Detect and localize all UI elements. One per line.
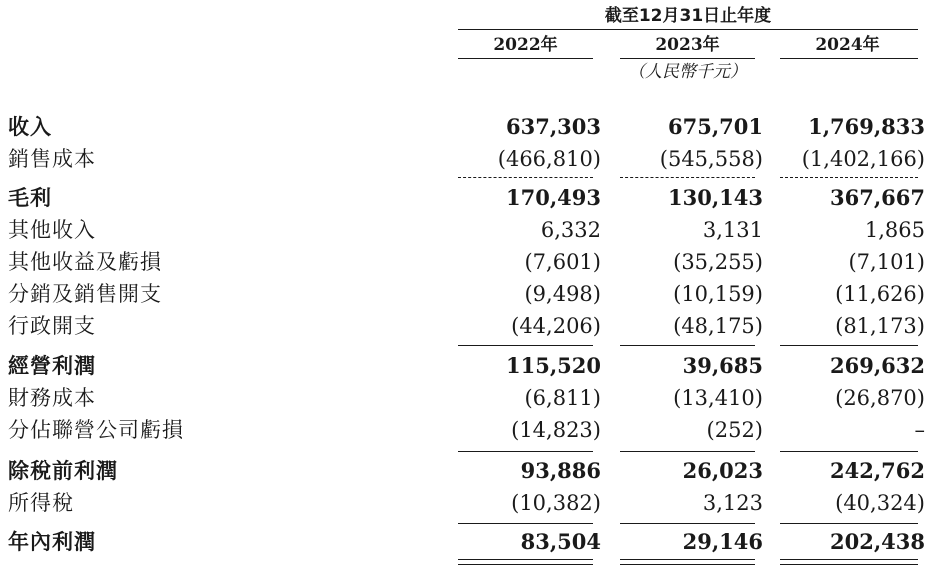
row-label: 經營利潤: [8, 354, 96, 378]
value-cell-2022: 93,886: [520, 458, 601, 483]
table-row: [0, 112, 935, 142]
row-label: 收入: [8, 115, 52, 139]
year-2022-header: 2022年: [493, 35, 558, 55]
value-cell-2024: 1,769,833: [808, 114, 925, 139]
subtotal-rule-pretax-2023: [620, 451, 755, 452]
row-label: 財務成本: [8, 386, 96, 410]
table-row: [0, 144, 935, 174]
subtotal-rule-pretax-2024: [780, 451, 918, 452]
row-label: 除稅前利潤: [8, 459, 118, 483]
value-cell-2024: 202,438: [830, 529, 925, 554]
table-row: [0, 311, 935, 341]
subtotal-rule-pretax-2022: [458, 451, 593, 452]
row-label: 銷售成本: [8, 147, 96, 171]
value-cell-2023: 3,123: [702, 491, 763, 515]
row-label: 所得稅: [8, 491, 74, 515]
row-label: 其他收益及虧損: [8, 250, 162, 274]
period-header: 截至12月31日止年度: [604, 6, 772, 26]
value-cell-2024: 367,667: [830, 185, 925, 210]
total-double-rule-2023: [620, 559, 755, 565]
subtotal-rule-operating-2023: [620, 345, 755, 346]
value-cell-2022: (6,811): [524, 386, 601, 410]
value-cell-2022: 170,493: [506, 185, 601, 210]
value-cell-2022: (44,206): [511, 314, 601, 338]
total-double-rule-2024: [780, 559, 918, 565]
table-row: [0, 383, 935, 413]
table-row: [0, 527, 935, 557]
value-cell-2024: (1,402,166): [801, 147, 925, 171]
value-cell-2023: 29,146: [682, 529, 763, 554]
subtotal-rule-gross-profit-2023: [620, 177, 755, 178]
year-2022-rule: [458, 58, 593, 59]
table-row: [0, 456, 935, 486]
value-cell-2024: 1,865: [864, 218, 925, 242]
subtotal-rule-profit-2023: [620, 523, 755, 524]
value-cell-2024: 242,762: [830, 458, 925, 483]
total-double-rule-2022: [458, 559, 593, 565]
value-cell-2024: (40,324): [835, 491, 925, 515]
table-row: [0, 183, 935, 213]
table-row: [0, 351, 935, 381]
table-row: [0, 415, 935, 445]
value-cell-2022: 637,303: [506, 114, 601, 139]
value-cell-2023: (10,159): [673, 282, 763, 306]
year-2023-header: 2023年: [655, 35, 720, 55]
value-cell-2023: 3,131: [702, 218, 763, 242]
value-cell-2023: 26,023: [682, 458, 763, 483]
row-label: 毛利: [8, 186, 52, 210]
subtotal-rule-gross-profit-2024: [780, 177, 918, 178]
value-cell-2024: 269,632: [830, 353, 925, 378]
row-label: 其他收入: [8, 218, 96, 242]
table-row: [0, 279, 935, 309]
value-cell-2023: (48,175): [673, 314, 763, 338]
row-label: 分佔聯營公司虧損: [8, 418, 184, 442]
row-label: 分銷及銷售開支: [8, 282, 162, 306]
value-cell-2024: (81,173): [835, 314, 925, 338]
subtotal-rule-operating-2024: [780, 345, 918, 346]
subtotal-rule-operating-2022: [458, 345, 593, 346]
value-cell-2024: (7,101): [848, 250, 925, 274]
value-cell-2023: (545,558): [659, 147, 763, 171]
value-cell-2022: (14,823): [511, 418, 601, 442]
value-cell-2023: (252): [706, 418, 763, 442]
value-cell-2022: (10,382): [511, 491, 601, 515]
row-label: 行政開支: [8, 314, 96, 338]
year-2023-rule: [620, 58, 755, 59]
value-cell-2023: 130,143: [668, 185, 763, 210]
unit-label: （人民幣千元）: [628, 62, 747, 82]
value-cell-2023: 39,685: [682, 353, 763, 378]
value-cell-2023: (13,410): [673, 386, 763, 410]
table-row: [0, 247, 935, 277]
year-2024-rule: [780, 58, 918, 59]
value-cell-2022: 6,332: [540, 218, 601, 242]
table-row: [0, 215, 935, 245]
value-cell-2022: (7,601): [524, 250, 601, 274]
value-cell-2022: 115,520: [506, 353, 601, 378]
subtotal-rule-profit-2022: [458, 523, 593, 524]
value-cell-2022: (9,498): [524, 282, 601, 306]
value-cell-2024: –: [914, 418, 925, 442]
value-cell-2022: 83,504: [520, 529, 601, 554]
value-cell-2024: (11,626): [835, 282, 925, 306]
table-row: [0, 488, 935, 518]
period-header-rule: [458, 29, 918, 30]
value-cell-2023: (35,255): [673, 250, 763, 274]
value-cell-2024: (26,870): [835, 386, 925, 410]
year-2024-header: 2024年: [815, 35, 880, 55]
value-cell-2022: (466,810): [497, 147, 601, 171]
value-cell-2023: 675,701: [668, 114, 763, 139]
row-label: 年內利潤: [8, 530, 96, 554]
subtotal-rule-gross-profit-2022: [458, 177, 593, 178]
subtotal-rule-profit-2024: [780, 523, 918, 524]
